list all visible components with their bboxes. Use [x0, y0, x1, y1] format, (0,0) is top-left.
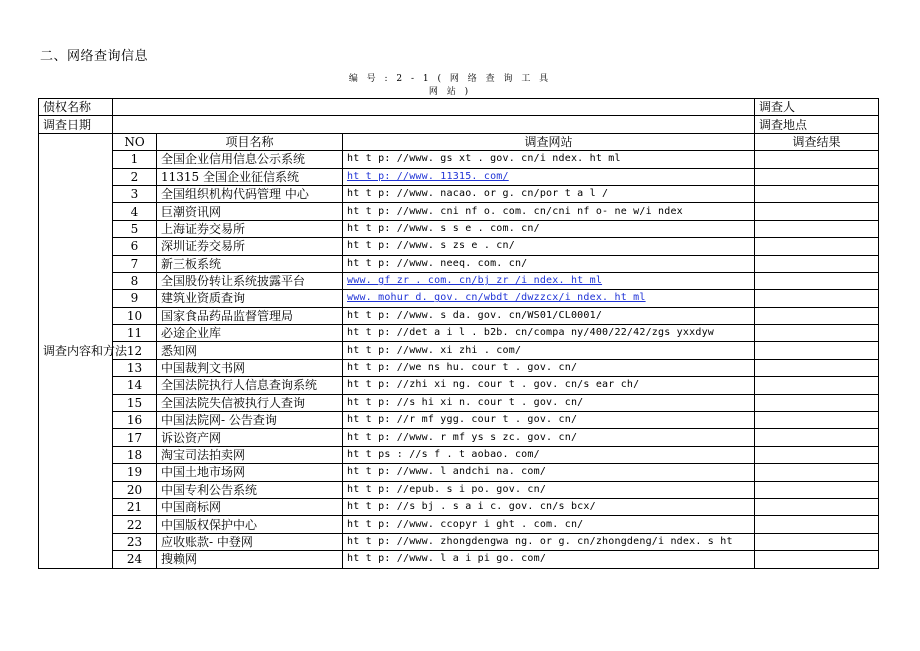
result-cell[interactable] — [755, 464, 879, 481]
result-cell[interactable] — [755, 394, 879, 411]
table-row — [39, 359, 879, 376]
site-url-cell — [343, 272, 755, 289]
project-name: 中国裁判文书网 — [157, 359, 343, 376]
row-number: 18 — [113, 446, 157, 463]
site-url-cell: ht t p: //www. neeq. com. cn/ — [343, 255, 755, 272]
result-cell[interactable] — [755, 359, 879, 376]
site-url-cell: ht t ps : //s f . t aobao. com/ — [343, 446, 755, 463]
row-number: 24 — [113, 551, 157, 568]
row-number: 3 — [113, 185, 157, 202]
table-row — [39, 185, 879, 202]
result-cell[interactable] — [755, 185, 879, 202]
creditor-label: 债权名称 — [39, 99, 113, 116]
table-row — [39, 272, 879, 289]
project-name: 新三板系统 — [157, 255, 343, 272]
table-row — [39, 307, 879, 324]
table-row — [39, 498, 879, 515]
project-name: 全国企业信用信息公示系统 — [157, 151, 343, 168]
section-label-cell — [39, 133, 128, 568]
site-url-cell: ht t p: //www. ccopyr i ght . com. cn/ — [343, 516, 755, 533]
result-cell[interactable] — [755, 533, 879, 550]
site-url-cell: ht t p: //zhi xi ng. cour t . gov. cn/s ear ch/ — [343, 377, 755, 394]
site-url-cell: ht t p: //www. s s e . com. cn/ — [343, 220, 755, 237]
date-label: 调查日期 — [39, 116, 113, 133]
table-row — [39, 446, 879, 463]
col-no: NO — [113, 133, 157, 150]
project-name: 中国法院网- 公告查询 — [157, 412, 343, 429]
result-cell[interactable] — [755, 481, 879, 498]
table-row — [39, 290, 879, 307]
site-url-cell: ht t p: //www. s da. gov. cn/WS01/CL0001/ — [343, 307, 755, 324]
site-url-cell: ht t p: //www. nacao. or g. cn/por t a l / — [343, 185, 755, 202]
row-number: 10 — [113, 307, 157, 324]
row-number: 4 — [113, 203, 157, 220]
project-name: 上海证券交易所 — [157, 220, 343, 237]
investigator-label: 调查人 — [755, 99, 879, 116]
result-cell[interactable] — [755, 272, 879, 289]
result-cell[interactable] — [755, 238, 879, 255]
query-table — [38, 98, 879, 569]
site-url-cell: ht t p: //www. gs xt . gov. cn/i ndex. ht ml — [343, 151, 755, 168]
site-url-cell: ht t p: //we ns hu. cour t . gov. cn/ — [343, 359, 755, 376]
row-number: 1 — [113, 151, 157, 168]
result-cell[interactable] — [755, 168, 879, 185]
table-row — [39, 203, 879, 220]
row-number: 20 — [113, 481, 157, 498]
site-url-cell: ht t p: //det a i l . b2b. cn/compa ny/400/22/42/zgs yxxdyw — [343, 325, 755, 342]
creditor-value[interactable] — [113, 99, 755, 116]
site-url-link[interactable]: www. gf zr . com. cn/bj zr /i ndex. ht ml — [347, 275, 603, 287]
table-row — [39, 516, 879, 533]
row-number: 5 — [113, 220, 157, 237]
table-row — [39, 464, 879, 481]
table-row — [39, 151, 879, 168]
project-name: 全国组织机构代码管理 中心 — [157, 185, 343, 202]
row-number: 21 — [113, 498, 157, 515]
table-row — [39, 551, 879, 568]
project-name: 中国版权保护中心 — [157, 516, 343, 533]
site-url-cell: ht t p: //s bj . s a i c. gov. cn/s bcx/ — [343, 498, 755, 515]
project-name: 中国土地市场网 — [157, 464, 343, 481]
table-row — [39, 377, 879, 394]
row-number: 11 — [113, 325, 157, 342]
site-url-cell: ht t p: //s hi xi n. cour t . gov. cn/ — [343, 394, 755, 411]
header-row-date — [39, 116, 879, 133]
row-number: 9 — [113, 290, 157, 307]
table-row — [39, 168, 879, 185]
section-heading: 二、网络查询信息 — [40, 49, 149, 64]
result-cell[interactable] — [755, 551, 879, 568]
project-name: 中国专利公告系统 — [157, 481, 343, 498]
table-row — [39, 429, 879, 446]
row-number: 12 — [113, 342, 157, 359]
location-label: 调查地点 — [755, 116, 879, 133]
table-row — [39, 342, 879, 359]
result-cell[interactable] — [755, 307, 879, 324]
site-url-cell: ht t p: //www. l a i pi go. com/ — [343, 551, 755, 568]
project-name: 全国法院执行人信息查询系统 — [157, 377, 343, 394]
site-url-cell: ht t p: //www. xi zhi . com/ — [343, 342, 755, 359]
site-url-cell: ht t p: //www. cni nf o. com. cn/cni nf o- ne w/i ndex — [343, 203, 755, 220]
site-url-cell: ht t p: //www. zhongdengwa ng. or g. cn/zhongdeng/i ndex. s ht — [343, 533, 755, 550]
result-cell[interactable] — [755, 412, 879, 429]
table-row — [39, 533, 879, 550]
row-number: 16 — [113, 412, 157, 429]
result-cell[interactable] — [755, 151, 879, 168]
date-value[interactable] — [113, 116, 755, 133]
result-cell[interactable] — [755, 516, 879, 533]
table-row — [39, 394, 879, 411]
project-name: 应收账款- 中登网 — [157, 533, 343, 550]
result-cell[interactable] — [755, 220, 879, 237]
row-number: 13 — [113, 359, 157, 376]
table-row — [39, 238, 879, 255]
col-site: 调查网站 — [343, 133, 755, 150]
row-number: 22 — [113, 516, 157, 533]
column-header-row — [39, 133, 879, 150]
result-cell[interactable] — [755, 342, 879, 359]
result-cell[interactable] — [755, 325, 879, 342]
project-name: 悉知网 — [157, 342, 343, 359]
row-number: 14 — [113, 377, 157, 394]
project-name: 淘宝司法拍卖网 — [157, 446, 343, 463]
table-row — [39, 325, 879, 342]
site-url-cell: ht t p: //www. s zs e . cn/ — [343, 238, 755, 255]
project-name: 深圳证券交易所 — [157, 238, 343, 255]
row-number: 8 — [113, 272, 157, 289]
col-result: 调查结果 — [755, 133, 879, 150]
result-cell[interactable] — [755, 429, 879, 446]
site-url-link[interactable]: ht t p: //www. 11315. com/ — [347, 170, 509, 182]
project-name: 必途企业库 — [157, 325, 343, 342]
header-row-creditor — [39, 99, 879, 116]
project-name: 11315 全国企业征信系统 — [157, 168, 343, 185]
result-cell[interactable] — [755, 290, 879, 307]
row-number: 17 — [113, 429, 157, 446]
table-row — [39, 220, 879, 237]
result-cell[interactable] — [755, 498, 879, 515]
site-url-cell: ht t p: //www. l andchi na. com/ — [343, 464, 755, 481]
project-name: 巨潮资讯网 — [157, 203, 343, 220]
row-number: 6 — [113, 238, 157, 255]
project-name: 搜赖网 — [157, 551, 343, 568]
site-url-cell: ht t p: //r mf ygg. cour t . gov. cn/ — [343, 412, 755, 429]
row-number: 15 — [113, 394, 157, 411]
site-url-link[interactable]: www. mohur d. gov. cn/wbdt /dwzzcx/i ndex. ht ml — [347, 292, 646, 304]
site-url-cell: ht t p: //www. r mf ys s zc. gov. cn/ — [343, 429, 755, 446]
table-row — [39, 255, 879, 272]
result-cell[interactable] — [755, 377, 879, 394]
project-name: 诉讼资产网 — [157, 429, 343, 446]
form-reference — [330, 73, 570, 99]
form-reference-line-2: 网 站 ) — [428, 87, 472, 97]
site-url-cell: ht t p: //epub. s i po. gov. cn/ — [343, 481, 755, 498]
table-row — [39, 481, 879, 498]
form-reference-line-1: 编 号 : 2 - 1 ( 网 络 查 询 工 具 — [348, 74, 552, 84]
project-name: 国家食品药品监督管理局 — [157, 307, 343, 324]
project-name: 中国商标网 — [157, 498, 343, 515]
table-row — [39, 412, 879, 429]
project-name: 全国股份转让系统披露平台 — [157, 272, 343, 289]
result-cell[interactable] — [755, 446, 879, 463]
project-name: 建筑业资质查询 — [157, 290, 343, 307]
site-url-cell — [343, 168, 755, 185]
row-number: 2 — [113, 168, 157, 185]
result-cell[interactable] — [755, 203, 879, 220]
project-name: 全国法院失信被执行人查询 — [157, 394, 343, 411]
col-name: 项目名称 — [157, 133, 343, 150]
row-number: 23 — [113, 533, 157, 550]
site-url-cell — [343, 290, 755, 307]
result-cell[interactable] — [755, 255, 879, 272]
row-number: 19 — [113, 464, 157, 481]
row-number: 7 — [113, 255, 157, 272]
section-label: 调查内容和方法 — [43, 343, 128, 358]
